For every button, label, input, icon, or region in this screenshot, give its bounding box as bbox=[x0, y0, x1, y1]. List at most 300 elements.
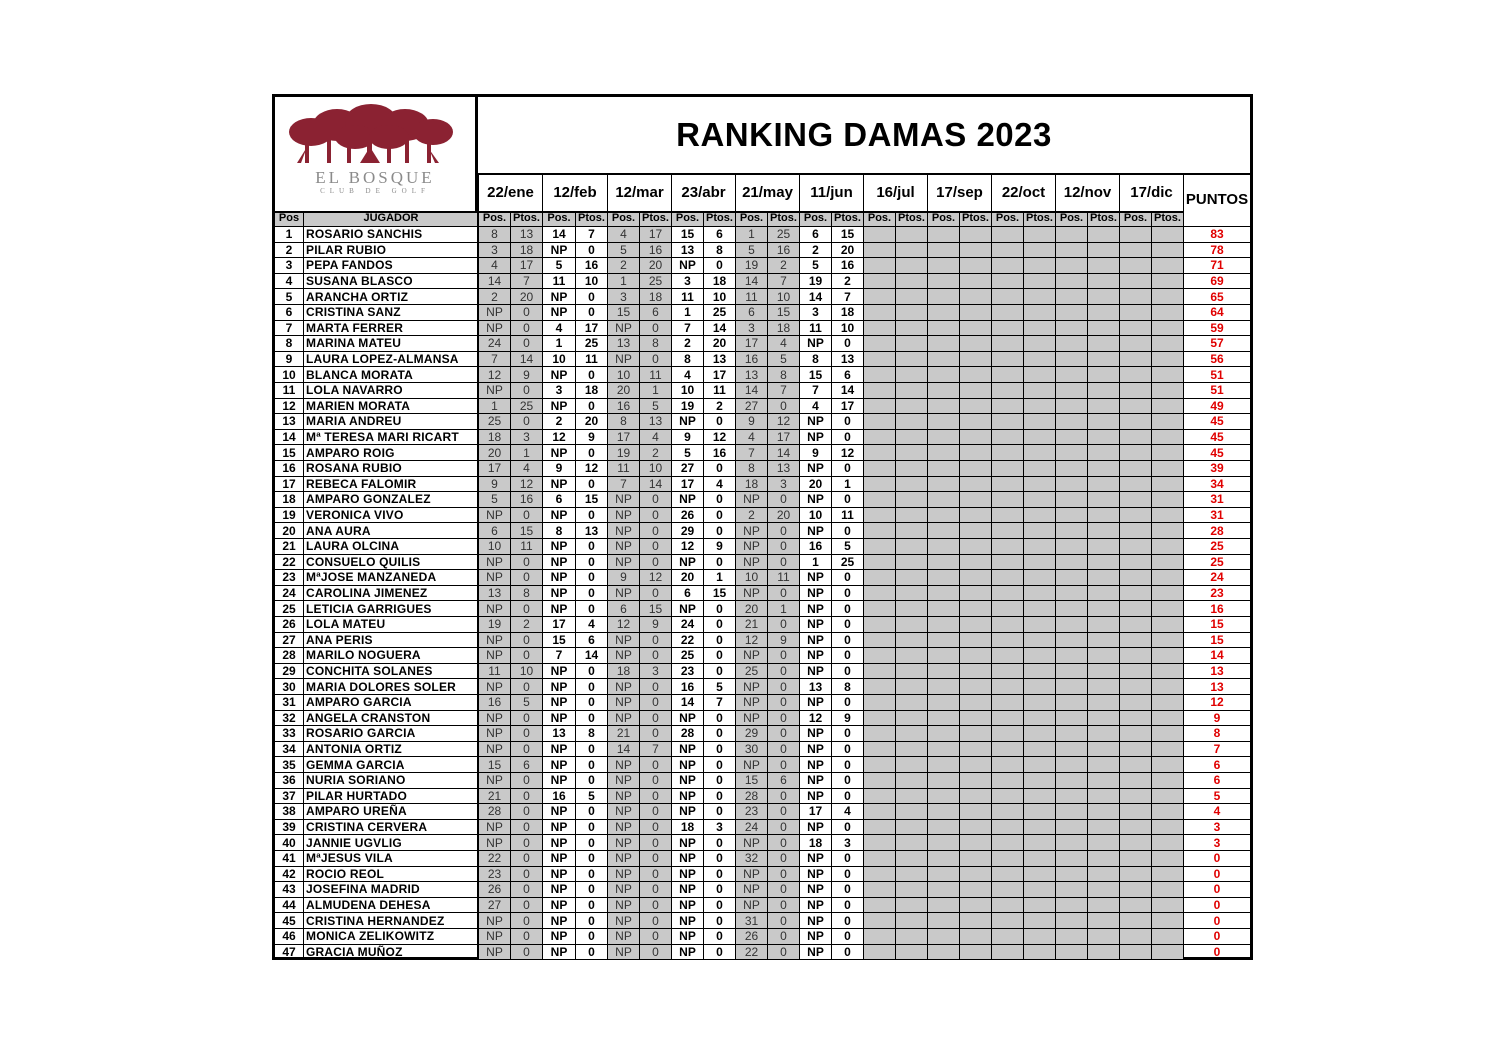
round-position: NP bbox=[542, 367, 575, 383]
round-points bbox=[1087, 867, 1119, 883]
round-points: 0 bbox=[575, 664, 607, 680]
row-position: 46 bbox=[275, 929, 303, 945]
round-points bbox=[1023, 882, 1055, 898]
round-points bbox=[1023, 477, 1055, 493]
round-points bbox=[1151, 898, 1183, 914]
round-points bbox=[895, 898, 927, 914]
round-position bbox=[1119, 679, 1151, 695]
player-name: MARILO NOGUERA bbox=[303, 648, 478, 664]
round-points bbox=[895, 414, 927, 430]
round-points bbox=[1087, 508, 1119, 524]
round-points bbox=[1087, 726, 1119, 742]
round-points: 0 bbox=[703, 633, 735, 649]
round-points: 18 bbox=[639, 289, 671, 305]
round-points: 0 bbox=[831, 492, 863, 508]
round-position: 14 bbox=[735, 383, 767, 399]
round-points: 0 bbox=[703, 711, 735, 727]
round-points bbox=[1151, 757, 1183, 773]
round-position bbox=[863, 773, 895, 789]
total-points: 0 bbox=[1183, 898, 1250, 914]
round-position bbox=[1055, 695, 1087, 711]
round-pos-subheader: Pos. bbox=[607, 211, 639, 227]
round-position: 1 bbox=[542, 336, 575, 352]
round-points bbox=[1023, 492, 1055, 508]
player-name: CRISTINA SANZ bbox=[303, 305, 478, 321]
round-position bbox=[1055, 664, 1087, 680]
round-points bbox=[1087, 820, 1119, 836]
round-position: 20 bbox=[607, 383, 639, 399]
round-position bbox=[1119, 336, 1151, 352]
round-points: 4 bbox=[831, 804, 863, 820]
round-points bbox=[1151, 523, 1183, 539]
row-position: 13 bbox=[275, 414, 303, 430]
round-position: 1 bbox=[799, 555, 831, 571]
row-position: 6 bbox=[275, 305, 303, 321]
round-position bbox=[991, 227, 1023, 243]
round-points bbox=[1023, 586, 1055, 602]
round-position bbox=[927, 399, 959, 415]
round-points: 0 bbox=[767, 492, 799, 508]
round-position bbox=[991, 508, 1023, 524]
row-position: 47 bbox=[275, 945, 303, 961]
player-name: LETICIA GARRIGUES bbox=[303, 601, 478, 617]
round-position: NP bbox=[671, 851, 703, 867]
round-position bbox=[1055, 789, 1087, 805]
round-position bbox=[863, 367, 895, 383]
player-name: MARIA ANDREU bbox=[303, 414, 478, 430]
round-points: 0 bbox=[639, 898, 671, 914]
player-name: CRISTINA HERNANDEZ bbox=[303, 913, 478, 929]
round-points bbox=[959, 586, 991, 602]
round-points: 13 bbox=[510, 227, 542, 243]
round-points bbox=[1151, 414, 1183, 430]
round-points: 0 bbox=[831, 945, 863, 961]
round-position: NP bbox=[799, 726, 831, 742]
column-divider bbox=[477, 211, 479, 960]
round-points: 0 bbox=[831, 851, 863, 867]
round-points bbox=[1151, 555, 1183, 571]
round-points: 0 bbox=[767, 882, 799, 898]
round-points: 0 bbox=[703, 601, 735, 617]
round-points bbox=[1087, 773, 1119, 789]
round-points bbox=[1023, 227, 1055, 243]
round-position bbox=[927, 664, 959, 680]
round-position: 3 bbox=[542, 383, 575, 399]
round-points: 3 bbox=[510, 430, 542, 446]
round-points bbox=[959, 679, 991, 695]
player-name: SUSANA BLASCO bbox=[303, 274, 478, 290]
round-points bbox=[1087, 243, 1119, 259]
total-points: 45 bbox=[1183, 430, 1250, 446]
total-points: 0 bbox=[1183, 851, 1250, 867]
player-name: ROSARIO GARCIA bbox=[303, 726, 478, 742]
round-points: 0 bbox=[703, 789, 735, 805]
round-position: 10 bbox=[735, 570, 767, 586]
round-position bbox=[863, 898, 895, 914]
round-points: 15 bbox=[831, 227, 863, 243]
round-position: 4 bbox=[607, 227, 639, 243]
round-position: 26 bbox=[478, 882, 510, 898]
round-position bbox=[991, 945, 1023, 961]
round-points: 15 bbox=[575, 492, 607, 508]
round-position: 27 bbox=[735, 399, 767, 415]
round-position: 28 bbox=[478, 804, 510, 820]
round-points: 0 bbox=[639, 352, 671, 368]
round-position bbox=[863, 539, 895, 555]
player-name: CONSUELO QUILIS bbox=[303, 555, 478, 571]
round-position: 19 bbox=[478, 617, 510, 633]
round-points: 0 bbox=[767, 664, 799, 680]
round-position: NP bbox=[542, 586, 575, 602]
round-position: 6 bbox=[671, 586, 703, 602]
round-points: 0 bbox=[510, 508, 542, 524]
round-points bbox=[959, 508, 991, 524]
round-position bbox=[927, 695, 959, 711]
round-points: 0 bbox=[831, 913, 863, 929]
round-points: 9 bbox=[767, 633, 799, 649]
round-position: NP bbox=[542, 711, 575, 727]
round-points: 0 bbox=[831, 757, 863, 773]
round-points bbox=[1087, 258, 1119, 274]
round-pos-subheader: Pos. bbox=[1119, 211, 1151, 227]
round-points: 5 bbox=[831, 539, 863, 555]
round-position: 7 bbox=[478, 352, 510, 368]
round-position bbox=[1119, 945, 1151, 961]
round-position: NP bbox=[735, 867, 767, 883]
round-position: NP bbox=[542, 555, 575, 571]
round-position: NP bbox=[671, 742, 703, 758]
round-points bbox=[959, 804, 991, 820]
round-position bbox=[991, 258, 1023, 274]
round-position bbox=[1119, 289, 1151, 305]
row-position: 8 bbox=[275, 336, 303, 352]
round-position: NP bbox=[542, 601, 575, 617]
round-points bbox=[1151, 258, 1183, 274]
round-points bbox=[1087, 664, 1119, 680]
round-pts-subheader: Ptos. bbox=[639, 211, 671, 227]
club-logo bbox=[275, 97, 478, 211]
round-position: NP bbox=[542, 773, 575, 789]
round-position: NP bbox=[542, 820, 575, 836]
round-position: 18 bbox=[607, 664, 639, 680]
round-points: 17 bbox=[831, 399, 863, 415]
round-points: 0 bbox=[831, 461, 863, 477]
round-points bbox=[895, 679, 927, 695]
round-points: 0 bbox=[575, 757, 607, 773]
round-position bbox=[863, 492, 895, 508]
round-points: 0 bbox=[639, 804, 671, 820]
player-name: ROCIO REOL bbox=[303, 867, 478, 883]
row-position: 5 bbox=[275, 289, 303, 305]
round-position: NP bbox=[478, 570, 510, 586]
round-points bbox=[1087, 913, 1119, 929]
round-position: NP bbox=[607, 867, 639, 883]
round-position bbox=[1119, 477, 1151, 493]
round-points: 0 bbox=[831, 789, 863, 805]
round-points: 5 bbox=[575, 789, 607, 805]
round-position bbox=[1055, 305, 1087, 321]
round-points: 0 bbox=[510, 867, 542, 883]
round-points bbox=[1087, 445, 1119, 461]
round-points: 12 bbox=[639, 570, 671, 586]
round-position: 10 bbox=[799, 508, 831, 524]
round-position: NP bbox=[478, 601, 510, 617]
round-points bbox=[1087, 804, 1119, 820]
round-points bbox=[1023, 711, 1055, 727]
round-position: 29 bbox=[735, 726, 767, 742]
row-position: 30 bbox=[275, 679, 303, 695]
round-points: 0 bbox=[767, 867, 799, 883]
round-position: 4 bbox=[799, 399, 831, 415]
round-pts-subheader: Ptos. bbox=[831, 211, 863, 227]
total-points: 7 bbox=[1183, 742, 1250, 758]
round-points: 0 bbox=[639, 648, 671, 664]
round-position bbox=[991, 336, 1023, 352]
round-position bbox=[863, 664, 895, 680]
round-pts-subheader: Ptos. bbox=[510, 211, 542, 227]
round-date-header: 22/ene bbox=[478, 173, 542, 211]
round-position bbox=[1119, 664, 1151, 680]
round-position bbox=[1055, 274, 1087, 290]
round-points bbox=[1023, 835, 1055, 851]
round-points bbox=[959, 820, 991, 836]
round-points: 8 bbox=[767, 367, 799, 383]
round-points bbox=[1087, 321, 1119, 337]
player-name: ANGELA CRANSTON bbox=[303, 711, 478, 727]
round-points: 0 bbox=[767, 679, 799, 695]
round-points: 4 bbox=[639, 430, 671, 446]
round-position: 13 bbox=[735, 367, 767, 383]
round-points bbox=[959, 336, 991, 352]
round-position: NP bbox=[671, 945, 703, 961]
row-position: 36 bbox=[275, 773, 303, 789]
round-points bbox=[1087, 586, 1119, 602]
round-position bbox=[927, 789, 959, 805]
round-position bbox=[1055, 492, 1087, 508]
round-points bbox=[1151, 321, 1183, 337]
round-position bbox=[991, 305, 1023, 321]
round-points: 0 bbox=[767, 945, 799, 961]
round-points bbox=[1151, 711, 1183, 727]
round-position: 20 bbox=[799, 477, 831, 493]
round-position bbox=[991, 726, 1023, 742]
round-points: 14 bbox=[575, 648, 607, 664]
round-points: 1 bbox=[703, 570, 735, 586]
round-points: 4 bbox=[767, 336, 799, 352]
round-points: 0 bbox=[703, 726, 735, 742]
round-points: 9 bbox=[575, 430, 607, 446]
round-position: 7 bbox=[735, 445, 767, 461]
round-position bbox=[1055, 742, 1087, 758]
round-position: NP bbox=[542, 695, 575, 711]
round-position: NP bbox=[542, 851, 575, 867]
row-position: 29 bbox=[275, 664, 303, 680]
round-points bbox=[1151, 445, 1183, 461]
round-position bbox=[1055, 945, 1087, 961]
round-points bbox=[959, 726, 991, 742]
round-points bbox=[1087, 539, 1119, 555]
round-position: 30 bbox=[735, 742, 767, 758]
round-points: 0 bbox=[767, 539, 799, 555]
round-position bbox=[927, 648, 959, 664]
total-points: 31 bbox=[1183, 492, 1250, 508]
round-position: 18 bbox=[735, 477, 767, 493]
round-points bbox=[959, 492, 991, 508]
player-name: MARINA MATEU bbox=[303, 336, 478, 352]
player-name: MARIA DOLORES SOLER bbox=[303, 679, 478, 695]
round-position: NP bbox=[607, 695, 639, 711]
round-date-header: 17/sep bbox=[927, 173, 991, 211]
round-position: NP bbox=[735, 757, 767, 773]
round-position bbox=[1055, 867, 1087, 883]
total-points: 69 bbox=[1183, 274, 1250, 290]
round-position bbox=[863, 929, 895, 945]
round-points bbox=[1151, 336, 1183, 352]
round-position bbox=[991, 804, 1023, 820]
round-position: 9 bbox=[735, 414, 767, 430]
round-position: 23 bbox=[735, 804, 767, 820]
round-position bbox=[927, 383, 959, 399]
round-points bbox=[895, 477, 927, 493]
round-points bbox=[895, 695, 927, 711]
row-position: 41 bbox=[275, 851, 303, 867]
row-position: 19 bbox=[275, 508, 303, 524]
round-points bbox=[959, 789, 991, 805]
round-position bbox=[863, 352, 895, 368]
round-position bbox=[927, 773, 959, 789]
round-position bbox=[1055, 648, 1087, 664]
round-points bbox=[1023, 929, 1055, 945]
round-points: 0 bbox=[575, 477, 607, 493]
round-points: 0 bbox=[703, 804, 735, 820]
round-points bbox=[895, 586, 927, 602]
round-position bbox=[927, 492, 959, 508]
round-points bbox=[959, 399, 991, 415]
round-points: 0 bbox=[639, 835, 671, 851]
row-position: 40 bbox=[275, 835, 303, 851]
round-position: NP bbox=[478, 773, 510, 789]
round-position: NP bbox=[799, 523, 831, 539]
round-position: NP bbox=[799, 945, 831, 961]
round-points: 16 bbox=[639, 243, 671, 259]
player-name: MONICA ZELIKOWITZ bbox=[303, 929, 478, 945]
round-position: NP bbox=[607, 648, 639, 664]
round-points bbox=[895, 508, 927, 524]
round-position: NP bbox=[478, 913, 510, 929]
round-position bbox=[863, 867, 895, 883]
player-name: ANA AURA bbox=[303, 523, 478, 539]
round-points: 13 bbox=[767, 461, 799, 477]
round-pos-subheader: Pos. bbox=[927, 211, 959, 227]
player-name: LOLA NAVARRO bbox=[303, 383, 478, 399]
round-points: 11 bbox=[703, 383, 735, 399]
round-position: NP bbox=[735, 492, 767, 508]
round-points: 25 bbox=[703, 305, 735, 321]
round-points: 0 bbox=[703, 835, 735, 851]
round-points bbox=[1023, 601, 1055, 617]
round-position: NP bbox=[607, 820, 639, 836]
round-position: NP bbox=[799, 929, 831, 945]
round-position bbox=[991, 321, 1023, 337]
round-position: 12 bbox=[542, 430, 575, 446]
round-position: 17 bbox=[735, 336, 767, 352]
round-points: 0 bbox=[767, 757, 799, 773]
round-position bbox=[863, 804, 895, 820]
round-points bbox=[1087, 289, 1119, 305]
round-points bbox=[1087, 477, 1119, 493]
round-points: 7 bbox=[575, 227, 607, 243]
round-position bbox=[1055, 617, 1087, 633]
round-points: 16 bbox=[767, 243, 799, 259]
round-points bbox=[895, 711, 927, 727]
round-points: 2 bbox=[831, 274, 863, 290]
round-position: NP bbox=[799, 898, 831, 914]
round-points: 0 bbox=[767, 586, 799, 602]
round-points bbox=[959, 882, 991, 898]
round-points bbox=[895, 913, 927, 929]
round-points bbox=[959, 601, 991, 617]
total-points: 15 bbox=[1183, 633, 1250, 649]
ranking-sheet bbox=[272, 94, 1253, 960]
round-points bbox=[1151, 789, 1183, 805]
round-points: 0 bbox=[639, 539, 671, 555]
player-name: ARANCHA ORTIZ bbox=[303, 289, 478, 305]
player-name: AMPARO UREÑA bbox=[303, 804, 478, 820]
round-position bbox=[927, 367, 959, 383]
round-position: 20 bbox=[735, 601, 767, 617]
round-points bbox=[1087, 383, 1119, 399]
round-points: 0 bbox=[510, 913, 542, 929]
round-points bbox=[1151, 835, 1183, 851]
round-position: NP bbox=[799, 851, 831, 867]
round-position bbox=[991, 820, 1023, 836]
player-name: GEMMA GARCIA bbox=[303, 757, 478, 773]
round-position: NP bbox=[799, 586, 831, 602]
total-points: 13 bbox=[1183, 664, 1250, 680]
round-points: 25 bbox=[639, 274, 671, 290]
round-position bbox=[1119, 648, 1151, 664]
round-points bbox=[1151, 477, 1183, 493]
round-position: NP bbox=[478, 679, 510, 695]
round-position bbox=[1119, 399, 1151, 415]
round-pos-subheader: Pos. bbox=[671, 211, 703, 227]
round-points: 0 bbox=[575, 243, 607, 259]
round-position: 13 bbox=[542, 726, 575, 742]
round-position bbox=[991, 789, 1023, 805]
round-position: 7 bbox=[607, 477, 639, 493]
round-position: NP bbox=[799, 773, 831, 789]
player-name: AMPARO ROIG bbox=[303, 445, 478, 461]
row-position: 38 bbox=[275, 804, 303, 820]
round-points: 14 bbox=[767, 445, 799, 461]
round-position bbox=[1055, 820, 1087, 836]
round-position bbox=[1055, 367, 1087, 383]
round-points: 7 bbox=[767, 383, 799, 399]
round-position bbox=[863, 336, 895, 352]
round-points: 0 bbox=[575, 882, 607, 898]
round-pos-subheader: Pos. bbox=[799, 211, 831, 227]
round-position bbox=[927, 555, 959, 571]
round-points: 0 bbox=[510, 742, 542, 758]
round-points: 7 bbox=[510, 274, 542, 290]
row-position: 9 bbox=[275, 352, 303, 368]
round-points: 0 bbox=[639, 913, 671, 929]
round-position bbox=[1119, 274, 1151, 290]
round-points: 11 bbox=[831, 508, 863, 524]
round-position: NP bbox=[607, 898, 639, 914]
round-points: 6 bbox=[575, 633, 607, 649]
round-position: NP bbox=[735, 695, 767, 711]
